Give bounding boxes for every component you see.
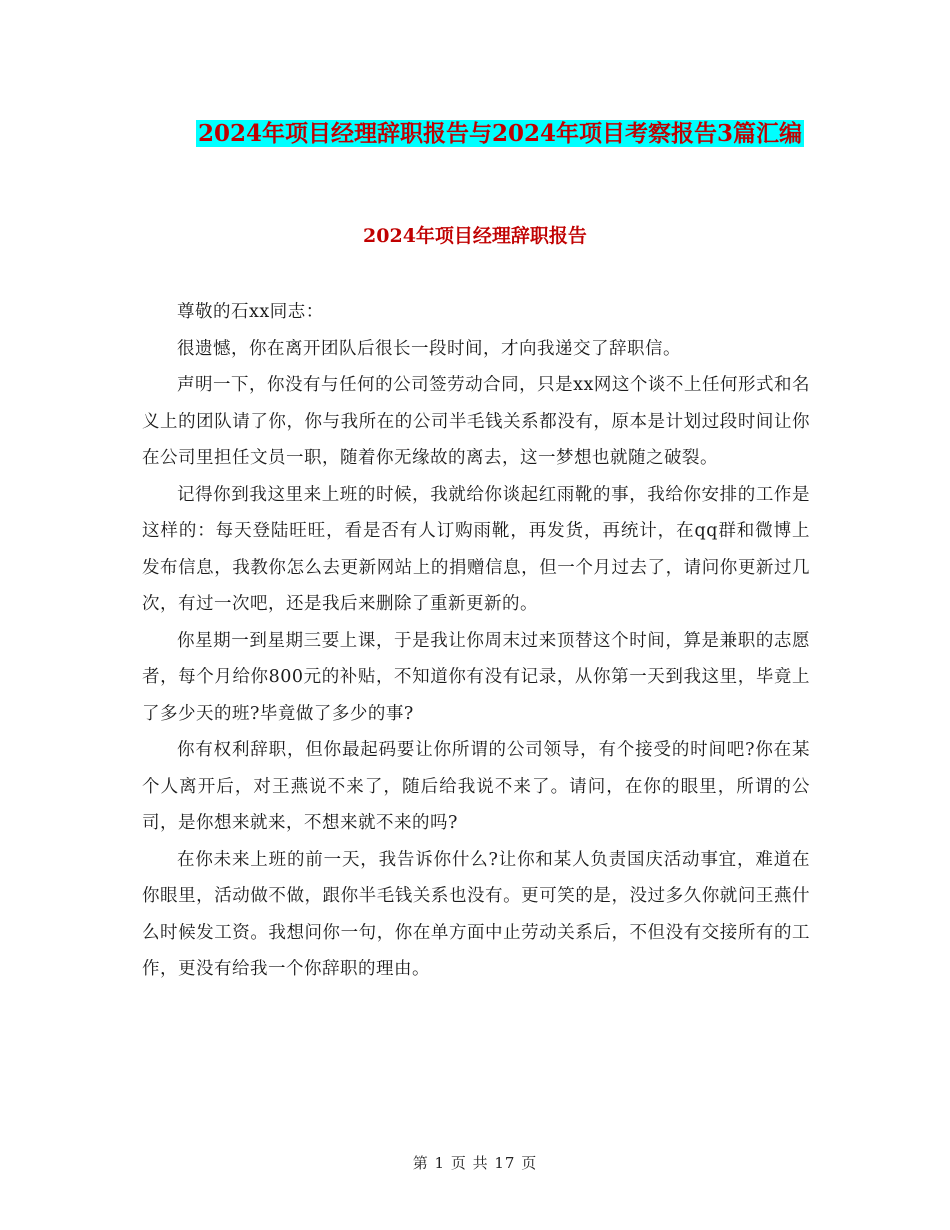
paragraph-1: 很遗憾，你在离开团队后很长一段时间，才向我递交了辞职信。 <box>177 338 681 359</box>
page-footer: 第 1 页 共 17 页 <box>412 1154 538 1172</box>
paragraph-4: 你星期一到星期三要上课，于是我让你周末过来顶替这个时间，算是兼职的志愿者，每个月给你800元的补贴，不知道你有没有记录，从你第一天到我这里，毕竟上了多少天的班?毕竟做了多少的事? <box>142 630 810 724</box>
section-title: 2024年项目经理辞职报告 <box>363 225 587 247</box>
document-title-text: 2024年项目经理辞职报告与2024年项目考察报告3篇汇编 <box>197 120 803 147</box>
paragraph-2: 声明一下，你没有与任何的公司签劳动合同，只是xx网这个谈不上任何形式和名义上的团队请了你，你与我所在的公司半毛钱关系都没有，原本是计划过段时间让你在公司里担任文员一职，随着你无缘故的离去，这一梦想也就随之破裂。 <box>142 375 810 468</box>
paragraph-5: 你有权利辞职，但你最起码要让你所谓的公司领导，有个接受的时间吧?你在某个人离开后，对王燕说不来了，随后给我说不来了。请问，在你的眼里，所谓的公司，是你想来就来，不想来就不来的吗? <box>142 740 810 833</box>
paragraph-6: 在你未来上班的前一天，我告诉你什么?让你和某人负责国庆活动事宜，难道在你眼里，活动做不做，跟你半毛钱关系也没有。更可笑的是，没过多久你就问王燕什么时候发工资。我想问你一句，你在单方面中止劳动关系后，不但没有交接所有的工作，更没有给我一个你辞职的理由。 <box>142 849 810 979</box>
document-title <box>180 112 820 156</box>
salutation: 尊敬的石xx同志： <box>177 302 324 322</box>
paragraph-3: 记得你到我这里来上班的时候，我就给你谈起红雨靴的事，我给你安排的工作是这样的：每天登陆旺旺，看是否有人订购雨靴，再发货，再统计，在qq群和微博上发布信息，我教你怎么去更新网站上的捐赠信息，但一个月过去了，请问你更新过几次，有过一次吧，还是我后来删除了重新更新的。 <box>142 484 810 614</box>
document-body <box>142 294 810 988</box>
